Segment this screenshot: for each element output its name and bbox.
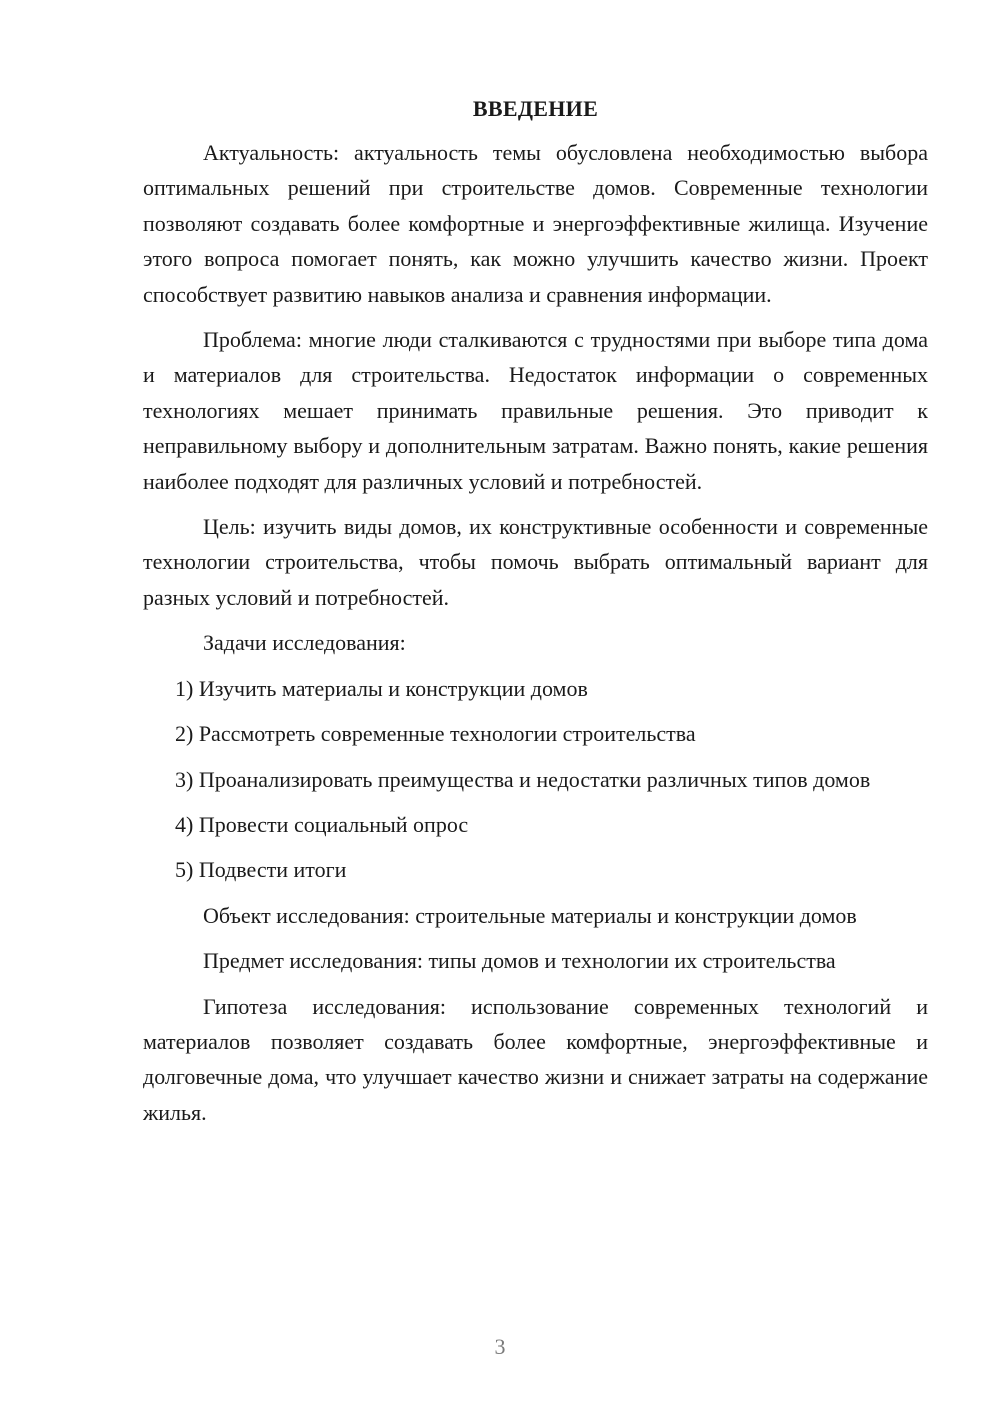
page-number: 3 — [494, 1334, 506, 1359]
hypothesis-paragraph: Гипотеза исследования: использование современных технологий и материалов позволяет создавать более комфортные, энергоэффективные и долговечные дома, что улучшает качество жизни и снижает затраты на содержание жилья. — [143, 993, 928, 1125]
task-item-4: 4) Провести социальный опрос — [175, 811, 469, 837]
task-item-2: 2) Рассмотреть современные технологии строительства — [175, 721, 696, 747]
page-title: ВВЕДЕНИЕ — [472, 96, 599, 121]
problem-paragraph: Проблема: многие люди сталкиваются с трудностями при выборе типа дома и материалов для строительства. Недостаток информации о современных технологиях мешает принимать правильные решения. Это приводит к неправильному выбору и дополнительным затратам. Важно понять, какие решения наиболее подходят для различных условий и потребностей. — [143, 327, 928, 494]
task-item-1: 1) Изучить материалы и конструкции домов — [175, 675, 588, 701]
task-item-5: 5) Подвести итоги — [175, 857, 347, 883]
object-paragraph: Объект исследования: строительные материалы и конструкции домов — [203, 902, 857, 928]
subject-paragraph: Предмет исследования: типы домов и технологии их строительства — [203, 948, 836, 974]
goal-paragraph: Цель: изучить виды домов, их конструктивные особенности и современные технологии строительства, чтобы помочь выбрать оптимальный вариант для разных условий и потребностей. — [143, 514, 928, 610]
relevance-paragraph: Актуальность: актуальность темы обусловлена необходимостью выбора оптимальных решений при строительстве домов. Современные технологии позволяют создавать более комфортные и энергоэффективные жилища. Изучение этого вопроса помогает понять, как можно улучшить качество жизни. Проект способствует развитию навыков анализа и сравнения информации. — [143, 140, 928, 307]
document-page — [143, 94, 928, 1140]
tasks-title: Задачи исследования: — [203, 630, 406, 656]
task-item-3: 3) Проанализировать преимущества и недостатки различных типов домов — [175, 766, 871, 792]
